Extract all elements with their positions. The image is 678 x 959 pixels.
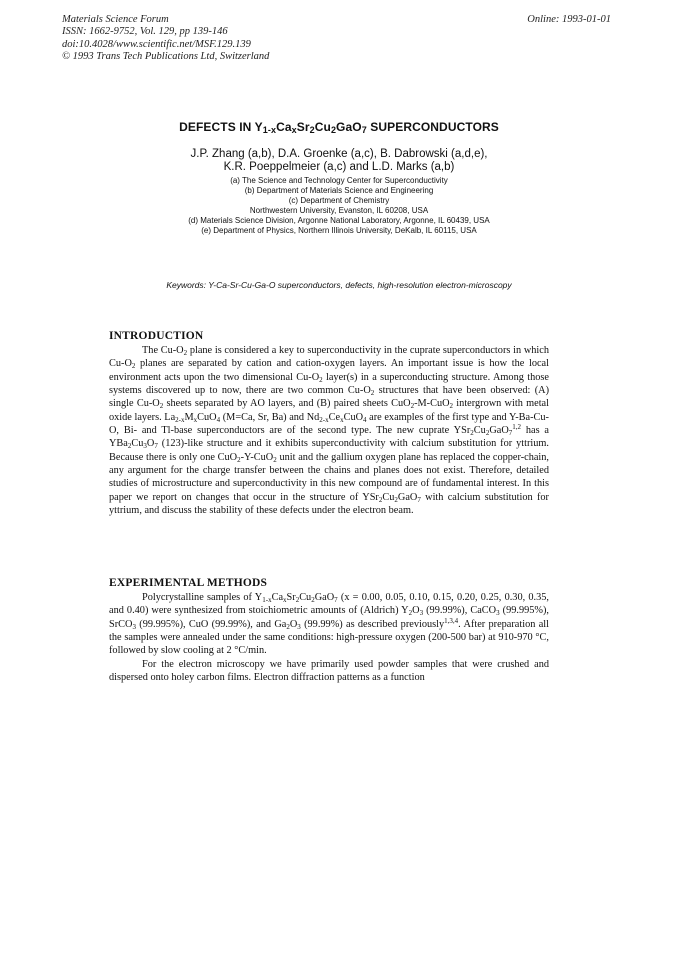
- paragraph: Polycrystalline samples of $Y_{1-x}Ca_xSr_2Cu_2GaO_7$ (x = 0.00, 0.05, 0.10, 0.15, 0.20, 0.25, 0.30, 0.35, and 0.40) were synthesized from stoichiometric amounts of (Aldrich) $Y_2O_3$ (99.99%), CaCO$_3$ (99.995%), SrCO$_3$ (99.995%), CuO (99.99%), and $Ga_2O_3$ (99.99%) as described previously$^{1,3,4}$. After preparation all the samples were annealed under the same conditions: high-pressure oxygen (200-500 bar) at 910-970 °C, followed by slow cooling at 2 °C/min.: [109, 592, 549, 657]
- journal-issn: ISSN: 1662-9752, Vol. 129, pp 139-146: [62, 26, 228, 38]
- affiliation-line: (b) Department of Materials Science and Engineering: [244, 185, 434, 195]
- methods-text: [109, 591, 549, 684]
- affiliation-line: (c) Department of Chemistry: [288, 195, 390, 205]
- introduction-heading: INTRODUCTION: [109, 330, 204, 342]
- author-line: J.P. Zhang (a,b), D.A. Groenke (a,c), B. Dabrowski (a,d,e),: [190, 148, 488, 160]
- paragraph: The $Cu-O_2$ plane is considered a key to superconductivity in the cuprate superconductors in which $Cu-O_2$ planes are separated by cation and cation-oxygen layers. An important issue is how the local environment acts upon the two dimensional $Cu-O_2$ layer(s) in a superconducting structure. Among those systems discovered up to now, there are two common $Cu-O_2$ structures that have been observed: (A) single $Cu-O_2$ sheets separated by AO layers, and (B) paired sheets CuO$_2$-M-CuO$_2$ intergrown with metal oxide layers. $La_{2-x}M_xCuO_4$ (M=Ca, Sr, Ba) and $Nd_{2-x}Ce_xCuO_4$ are examples of the first type and Y-Ba-Cu-O, Bi- and Tl-base superconductors are of the second type. The new cuprate $YSr_2Cu_2GaO_7^{1,2}$ has a $YBa_2Cu_3O_7$ (123)-like structure and it exhibits superconductivity with calcium substitution for yttrium. Because there is only one CuO$_2$-Y-CuO$_2$ unit and the gallium oxygen plane has replaced the copper-chain, any argument for the charge transfer between the chains and planes does not exist. Therefore, detailed studies of microstructure and superconductivity in this new compound are of fundamental interest. In this paper we report on changes that occur in the structure of $YSr_2Cu_2GaO_7$ with calcium substitution for yttrium, and discuss the stability of these defects under the electron beam.: [109, 345, 549, 517]
- introduction-text: [109, 344, 549, 517]
- affiliation-line: (e) Department of Physics, Northern Illinois University, DeKalb, IL 60115, USA: [201, 225, 477, 235]
- journal-citation: [62, 14, 269, 63]
- keywords: Keywords: Y-Ca-Sr-Cu-Ga-O superconductors, defects, high-resolution electron-microscopy: [166, 280, 512, 290]
- paragraph: For the electron microscopy we have primarily used powder samples that were crushed and dispersed onto holey carbon films. Electron diffraction patterns as a function: [109, 658, 549, 684]
- author-list: [0, 148, 678, 173]
- online-date: Online: 1993-01-01: [527, 14, 611, 25]
- affiliation-list: [0, 176, 678, 235]
- paper-title: DEFECTS IN $Y_{1-x}Ca_xSr_2Cu_2GaO_7$ SUPERCONDUCTORS: [179, 120, 499, 135]
- affiliation-line: Northwestern University, Evanston, IL 60208, USA: [249, 205, 429, 215]
- journal-name: Materials Science Forum: [62, 14, 169, 25]
- journal-doi: doi:10.4028/www.scientific.net/MSF.129.139: [62, 38, 251, 50]
- affiliation-line: (d) Materials Science Division, Argonne National Laboratory, Argonne, IL 60439, USA: [188, 215, 490, 225]
- author-line: K.R. Poeppelmeier (a,c) and L.D. Marks (a,b): [223, 160, 455, 173]
- methods-heading: EXPERIMENTAL METHODS: [109, 577, 268, 589]
- journal-copyright: © 1993 Trans Tech Publications Ltd, Switzerland: [62, 50, 270, 62]
- affiliation-line: (a) The Science and Technology Center for Superconductivity: [230, 176, 448, 185]
